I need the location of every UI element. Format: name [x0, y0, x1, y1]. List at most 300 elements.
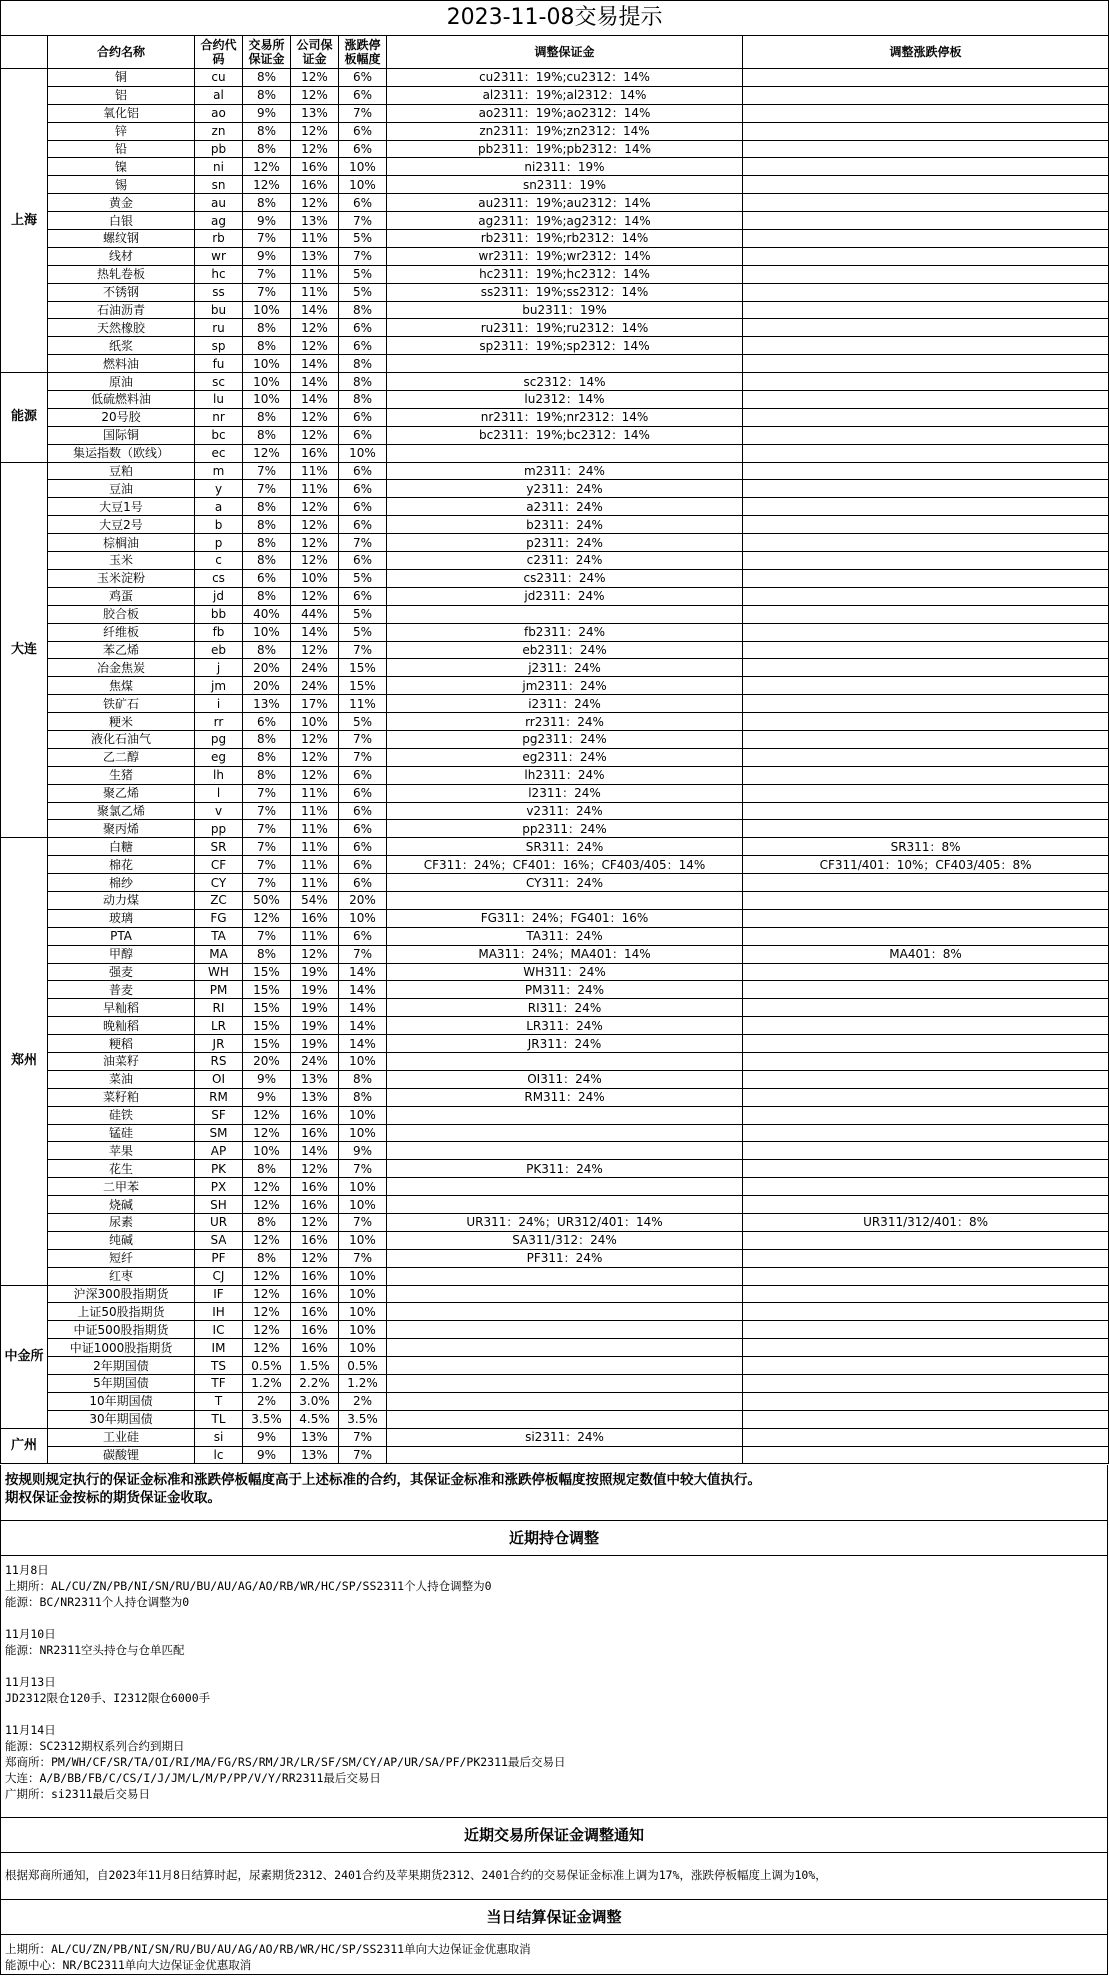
adjust-limit-cell	[743, 641, 1109, 659]
contract-code-cell: FG	[195, 909, 243, 927]
price-limit-cell: 14%	[339, 1035, 387, 1053]
exchange-margin-cell: 9%	[243, 212, 291, 230]
company-margin-cell: 16%	[291, 1285, 339, 1303]
contract-name-cell: 铁矿石	[48, 695, 195, 713]
contract-name-cell: 菜籽粕	[48, 1088, 195, 1106]
table-row	[1, 247, 1109, 265]
adjust-limit-cell	[743, 659, 1109, 677]
exchange-margin-cell: 1.2%	[243, 1375, 291, 1393]
contract-name-cell: 生猪	[48, 766, 195, 784]
adjust-limit-cell	[743, 552, 1109, 570]
company-margin-cell: 12%	[291, 426, 339, 444]
settle-line: 能源中心：NR/BC2311单向大边保证金优惠取消	[5, 1958, 252, 1972]
table-row	[1, 1267, 1109, 1285]
contract-name-cell: 30年期国债	[48, 1410, 195, 1428]
company-margin-cell: 11%	[291, 283, 339, 301]
adjust-margin-cell: sc2312：14%	[387, 373, 743, 391]
contract-code-cell: SR	[195, 838, 243, 856]
adjust-margin-cell	[387, 1142, 743, 1160]
price-limit-cell: 3.5%	[339, 1410, 387, 1428]
exchange-margin-cell: 10%	[243, 355, 291, 373]
price-limit-cell: 6%	[339, 552, 387, 570]
table-row	[1, 587, 1109, 605]
table-row	[1, 1106, 1109, 1124]
contract-name-cell: 普麦	[48, 981, 195, 999]
contract-name-cell: 20号胶	[48, 408, 195, 426]
table-row	[1, 623, 1109, 641]
adjust-margin-cell: PF311：24%	[387, 1249, 743, 1267]
contract-name-cell: 焦煤	[48, 677, 195, 695]
exchange-margin-cell: 9%	[243, 1446, 291, 1464]
adjust-limit-cell	[743, 730, 1109, 748]
contract-code-cell: cs	[195, 569, 243, 587]
exchange-margin-cell: 8%	[243, 408, 291, 426]
adjust-limit-cell	[743, 122, 1109, 140]
adjust-limit-cell	[743, 963, 1109, 981]
company-margin-cell: 11%	[291, 838, 339, 856]
contract-code-cell: WH	[195, 963, 243, 981]
exchange-margin-cell: 6%	[243, 713, 291, 731]
table-row	[1, 1196, 1109, 1214]
exchange-margin-cell: 15%	[243, 981, 291, 999]
price-limit-cell: 9%	[339, 1142, 387, 1160]
company-margin-cell: 16%	[291, 158, 339, 176]
table-row	[1, 86, 1109, 104]
adjust-margin-cell: eb2311：24%	[387, 641, 743, 659]
adjust-limit-cell	[743, 1410, 1109, 1428]
adjust-limit-cell	[743, 265, 1109, 283]
price-limit-cell: 10%	[339, 1267, 387, 1285]
price-limit-cell: 6%	[339, 856, 387, 874]
adjust-limit-cell	[743, 1160, 1109, 1178]
adjust-limit-cell	[743, 212, 1109, 230]
adjust-margin-cell: rb2311：19%;rb2312：14%	[387, 230, 743, 248]
adjust-margin-cell: TA311：24%	[387, 927, 743, 945]
contract-code-cell: au	[195, 194, 243, 212]
adjust-limit-cell	[743, 784, 1109, 802]
contract-code-cell: CF	[195, 856, 243, 874]
exchange-margin-cell: 8%	[243, 730, 291, 748]
contract-name-cell: 烧碱	[48, 1196, 195, 1214]
exchange-margin-cell: 7%	[243, 856, 291, 874]
adjust-margin-cell: lh2311：24%	[387, 766, 743, 784]
price-limit-cell: 8%	[339, 1088, 387, 1106]
contract-name-cell: 鸡蛋	[48, 587, 195, 605]
price-limit-cell: 6%	[339, 69, 387, 87]
contract-code-cell: c	[195, 552, 243, 570]
price-limit-cell: 10%	[339, 1106, 387, 1124]
company-margin-cell: 12%	[291, 337, 339, 355]
contract-name-cell: 红枣	[48, 1267, 195, 1285]
price-limit-cell: 10%	[339, 1285, 387, 1303]
contract-code-cell: cu	[195, 69, 243, 87]
company-margin-cell: 16%	[291, 1178, 339, 1196]
table-row	[1, 140, 1109, 158]
company-margin-cell: 13%	[291, 212, 339, 230]
price-limit-cell: 14%	[339, 981, 387, 999]
exchange-margin-cell: 12%	[243, 1303, 291, 1321]
adjust-margin-cell: l2311：24%	[387, 784, 743, 802]
exchange-margin-cell: 8%	[243, 1249, 291, 1267]
price-limit-cell: 8%	[339, 391, 387, 409]
adjust-limit-cell	[743, 480, 1109, 498]
adjust-margin-cell: rr2311：24%	[387, 713, 743, 731]
exchange-margin-cell: 8%	[243, 1160, 291, 1178]
exchange-margin-cell: 8%	[243, 337, 291, 355]
price-limit-cell: 6%	[339, 927, 387, 945]
company-margin-cell: 12%	[291, 534, 339, 552]
company-margin-cell: 10%	[291, 569, 339, 587]
table-row	[1, 373, 1109, 391]
price-limit-cell: 6%	[339, 480, 387, 498]
exchange-label: 广州	[1, 1428, 48, 1464]
price-limit-cell: 5%	[339, 569, 387, 587]
contract-name-cell: 10年期国债	[48, 1392, 195, 1410]
adjust-margin-cell	[387, 1178, 743, 1196]
exchange-margin-cell: 6%	[243, 569, 291, 587]
price-limit-cell: 8%	[339, 355, 387, 373]
company-margin-cell: 11%	[291, 874, 339, 892]
adjust-margin-cell	[387, 1106, 743, 1124]
table-row	[1, 695, 1109, 713]
exchange-label: 中金所	[1, 1285, 48, 1428]
exchange-margin-cell: 12%	[243, 909, 291, 927]
exchange-label: 上海	[1, 69, 48, 373]
contract-name-cell: 晚籼稻	[48, 1017, 195, 1035]
company-margin-cell: 16%	[291, 1231, 339, 1249]
table-row	[1, 319, 1109, 337]
contract-name-cell: 纯碱	[48, 1231, 195, 1249]
price-limit-cell: 7%	[339, 1249, 387, 1267]
rule-note	[0, 1465, 1108, 1521]
price-limit-cell: 7%	[339, 1160, 387, 1178]
exchange-margin-cell: 20%	[243, 659, 291, 677]
company-margin-cell: 16%	[291, 1339, 339, 1357]
adjust-margin-cell: pp2311：24%	[387, 820, 743, 838]
exchange-margin-cell: 9%	[243, 1428, 291, 1446]
table-row	[1, 1321, 1109, 1339]
contract-code-cell: IF	[195, 1285, 243, 1303]
contract-name-cell: 原油	[48, 373, 195, 391]
company-margin-cell: 12%	[291, 122, 339, 140]
table-row	[1, 1303, 1109, 1321]
table-row	[1, 909, 1109, 927]
adjust-margin-cell: j2311：24%	[387, 659, 743, 677]
price-limit-cell: 2%	[339, 1392, 387, 1410]
price-limit-cell: 6%	[339, 766, 387, 784]
contract-name-cell: 不锈钢	[48, 283, 195, 301]
adjust-margin-cell: cs2311：24%	[387, 569, 743, 587]
table-row	[1, 1428, 1109, 1446]
adjust-limit-cell	[743, 677, 1109, 695]
company-margin-cell: 12%	[291, 194, 339, 212]
adjust-margin-cell: ag2311：19%;ag2312：14%	[387, 212, 743, 230]
adjust-limit-cell	[743, 695, 1109, 713]
adjust-limit-cell	[743, 1052, 1109, 1070]
table-row	[1, 1231, 1109, 1249]
price-limit-cell: 6%	[339, 408, 387, 426]
contract-code-cell: OI	[195, 1070, 243, 1088]
price-limit-cell: 10%	[339, 1124, 387, 1142]
exchange-margin-cell: 8%	[243, 748, 291, 766]
adjust-limit-cell	[743, 86, 1109, 104]
contract-code-cell: lu	[195, 391, 243, 409]
table-row	[1, 981, 1109, 999]
contract-code-cell: fb	[195, 623, 243, 641]
contract-code-cell: ss	[195, 283, 243, 301]
contract-code-cell: j	[195, 659, 243, 677]
contract-code-cell: bb	[195, 605, 243, 623]
adjust-margin-cell: jm2311：24%	[387, 677, 743, 695]
adjust-limit-cell	[743, 444, 1109, 462]
contract-code-cell: pp	[195, 820, 243, 838]
company-margin-cell: 16%	[291, 176, 339, 194]
adjust-limit-cell	[743, 176, 1109, 194]
exchange-margin-cell: 12%	[243, 444, 291, 462]
adjust-limit-cell	[743, 158, 1109, 176]
contract-name-cell: 菜油	[48, 1070, 195, 1088]
table-row	[1, 337, 1109, 355]
adjust-margin-cell: UR311：24%；UR312/401：14%	[387, 1214, 743, 1232]
settle-title: 当日结算保证金调整	[1, 1900, 1107, 1935]
company-margin-cell: 12%	[291, 945, 339, 963]
table-row	[1, 1339, 1109, 1357]
adjust-margin-cell: zn2311：19%;zn2312：14%	[387, 122, 743, 140]
table-row	[1, 69, 1109, 87]
contract-name-cell: 天然橡胶	[48, 319, 195, 337]
company-margin-cell: 4.5%	[291, 1410, 339, 1428]
header-adjust-limit: 调整涨跌停板	[743, 36, 1109, 69]
price-limit-cell: 6%	[339, 820, 387, 838]
contract-code-cell: RS	[195, 1052, 243, 1070]
contract-code-cell: IH	[195, 1303, 243, 1321]
contract-code-cell: l	[195, 784, 243, 802]
price-limit-cell: 10%	[339, 909, 387, 927]
contract-name-cell: 工业硅	[48, 1428, 195, 1446]
company-margin-cell: 12%	[291, 552, 339, 570]
contract-name-cell: 棉纱	[48, 874, 195, 892]
company-margin-cell: 12%	[291, 587, 339, 605]
contract-code-cell: AP	[195, 1142, 243, 1160]
company-margin-cell: 16%	[291, 444, 339, 462]
company-margin-cell: 11%	[291, 856, 339, 874]
company-margin-cell: 12%	[291, 408, 339, 426]
company-margin-cell: 12%	[291, 86, 339, 104]
adjust-limit-cell	[743, 230, 1109, 248]
table-row	[1, 874, 1109, 892]
contract-code-cell: v	[195, 802, 243, 820]
rule-note-line: 期权保证金按标的期货保证金收取。	[5, 1490, 221, 1506]
exchange-margin-cell: 8%	[243, 766, 291, 784]
adjust-limit-cell	[743, 748, 1109, 766]
contract-name-cell: 铜	[48, 69, 195, 87]
adjust-margin-cell: bu2311：19%	[387, 301, 743, 319]
price-limit-cell: 7%	[339, 748, 387, 766]
contract-code-cell: hc	[195, 265, 243, 283]
adjust-margin-cell: m2311：24%	[387, 462, 743, 480]
adjust-limit-cell	[743, 391, 1109, 409]
table-row	[1, 1392, 1109, 1410]
table-row	[1, 945, 1109, 963]
contract-name-cell: 尿素	[48, 1214, 195, 1232]
contract-name-cell: 白糖	[48, 838, 195, 856]
adjust-limit-cell	[743, 1070, 1109, 1088]
adjust-limit-cell	[743, 408, 1109, 426]
company-margin-cell: 12%	[291, 69, 339, 87]
adjust-margin-cell	[387, 1196, 743, 1214]
position-section	[0, 1521, 1108, 1818]
adjust-margin-cell: p2311：24%	[387, 534, 743, 552]
exchange-margin-cell: 50%	[243, 891, 291, 909]
price-limit-cell: 15%	[339, 677, 387, 695]
contract-name-cell: 上证50股指期货	[48, 1303, 195, 1321]
table-row	[1, 480, 1109, 498]
exchange-margin-cell: 12%	[243, 1196, 291, 1214]
adjust-margin-cell	[387, 1339, 743, 1357]
adjust-margin-cell: y2311：24%	[387, 480, 743, 498]
company-margin-cell: 12%	[291, 498, 339, 516]
contract-name-cell: 锌	[48, 122, 195, 140]
adjust-margin-cell	[387, 1446, 743, 1464]
contract-code-cell: a	[195, 498, 243, 516]
company-margin-cell: 14%	[291, 355, 339, 373]
adjust-limit-cell	[743, 605, 1109, 623]
company-margin-cell: 12%	[291, 730, 339, 748]
contract-name-cell: 甲醇	[48, 945, 195, 963]
company-margin-cell: 14%	[291, 301, 339, 319]
contract-code-cell: CY	[195, 874, 243, 892]
exchange-margin-cell: 12%	[243, 176, 291, 194]
price-limit-cell: 8%	[339, 1070, 387, 1088]
price-limit-cell: 6%	[339, 426, 387, 444]
contract-name-cell: 燃料油	[48, 355, 195, 373]
margin-notice-title: 近期交易所保证金调整通知	[1, 1818, 1107, 1853]
table-row	[1, 1035, 1109, 1053]
adjust-limit-cell	[743, 1446, 1109, 1464]
adjust-limit-cell	[743, 569, 1109, 587]
position-date: 11月14日	[5, 1723, 56, 1737]
company-margin-cell: 1.5%	[291, 1357, 339, 1375]
contract-name-cell: 花生	[48, 1160, 195, 1178]
contract-code-cell: T	[195, 1392, 243, 1410]
contract-name-cell: 中证1000股指期货	[48, 1339, 195, 1357]
settle-section	[0, 1900, 1108, 1975]
position-line: JD2312限仓120手、I2312限仓6000手	[5, 1691, 211, 1705]
price-limit-cell: 14%	[339, 999, 387, 1017]
company-margin-cell: 19%	[291, 999, 339, 1017]
margin-notice-section	[0, 1818, 1108, 1900]
price-limit-cell: 6%	[339, 86, 387, 104]
company-margin-cell: 14%	[291, 373, 339, 391]
position-line: 上期所：AL/CU/ZN/PB/NI/SN/RU/BU/AU/AG/AO/RB/WR/HC/SP/SS2311个人持仓调整为0	[5, 1579, 492, 1593]
contract-name-cell: 锰硅	[48, 1124, 195, 1142]
header-adjust-margin: 调整保证金	[387, 36, 743, 69]
adjust-limit-cell	[743, 373, 1109, 391]
contract-name-cell: 冶金焦炭	[48, 659, 195, 677]
settle-line: 上期所：AL/CU/ZN/PB/NI/SN/RU/BU/AU/AG/AO/RB/WR/HC/SP/SS2311单向大边保证金优惠取消	[5, 1942, 531, 1956]
adjust-margin-cell: pg2311：24%	[387, 730, 743, 748]
table-row	[1, 122, 1109, 140]
contract-code-cell: lc	[195, 1446, 243, 1464]
contract-name-cell: 热轧卷板	[48, 265, 195, 283]
position-date: 11月8日	[5, 1563, 49, 1577]
exchange-margin-cell: 20%	[243, 1052, 291, 1070]
contract-name-cell: 动力煤	[48, 891, 195, 909]
exchange-margin-cell: 7%	[243, 927, 291, 945]
exchange-margin-cell: 8%	[243, 498, 291, 516]
adjust-margin-cell: b2311：24%	[387, 516, 743, 534]
price-limit-cell: 7%	[339, 641, 387, 659]
contract-code-cell: jd	[195, 587, 243, 605]
table-row	[1, 730, 1109, 748]
contract-name-cell: 碳酸锂	[48, 1446, 195, 1464]
exchange-margin-cell: 7%	[243, 480, 291, 498]
position-line: 广期所：si2311最后交易日	[5, 1787, 151, 1801]
exchange-margin-cell: 7%	[243, 230, 291, 248]
adjust-margin-cell: si2311：24%	[387, 1428, 743, 1446]
table-row	[1, 462, 1109, 480]
table-row	[1, 569, 1109, 587]
adjust-margin-cell	[387, 1410, 743, 1428]
adjust-limit-cell	[743, 1321, 1109, 1339]
table-row	[1, 444, 1109, 462]
company-margin-cell: 10%	[291, 713, 339, 731]
adjust-margin-cell: WH311：24%	[387, 963, 743, 981]
table-row	[1, 1160, 1109, 1178]
contract-name-cell: 短纤	[48, 1249, 195, 1267]
exchange-margin-cell: 7%	[243, 265, 291, 283]
adjust-margin-cell: sp2311：19%;sp2312：14%	[387, 337, 743, 355]
adjust-limit-cell	[743, 1088, 1109, 1106]
company-margin-cell: 13%	[291, 1088, 339, 1106]
contract-code-cell: b	[195, 516, 243, 534]
adjust-margin-cell: eg2311：24%	[387, 748, 743, 766]
adjust-limit-cell	[743, 247, 1109, 265]
price-limit-cell: 6%	[339, 319, 387, 337]
adjust-margin-cell: wr2311：19%;wr2312：14%	[387, 247, 743, 265]
table-row	[1, 1017, 1109, 1035]
contract-name-cell: 纤维板	[48, 623, 195, 641]
company-margin-cell: 17%	[291, 695, 339, 713]
price-limit-cell: 5%	[339, 265, 387, 283]
adjust-margin-cell: cu2311：19%;cu2312：14%	[387, 69, 743, 87]
adjust-limit-cell	[743, 355, 1109, 373]
adjust-margin-cell: RM311：24%	[387, 1088, 743, 1106]
contract-name-cell: 中证500股指期货	[48, 1321, 195, 1339]
contract-code-cell: p	[195, 534, 243, 552]
table-row	[1, 1249, 1109, 1267]
contract-code-cell: y	[195, 480, 243, 498]
company-margin-cell: 12%	[291, 766, 339, 784]
spacer	[5, 1658, 1103, 1674]
table-row	[1, 748, 1109, 766]
company-margin-cell: 12%	[291, 319, 339, 337]
price-limit-cell: 6%	[339, 498, 387, 516]
contract-name-cell: 苹果	[48, 1142, 195, 1160]
contract-name-cell: 二甲苯	[48, 1178, 195, 1196]
adjust-limit-cell	[743, 909, 1109, 927]
exchange-margin-cell: 12%	[243, 1339, 291, 1357]
contract-code-cell: LR	[195, 1017, 243, 1035]
contract-name-cell: 铝	[48, 86, 195, 104]
adjust-limit-cell	[743, 1249, 1109, 1267]
price-limit-cell: 5%	[339, 605, 387, 623]
company-margin-cell: 14%	[291, 623, 339, 641]
company-margin-cell: 16%	[291, 1321, 339, 1339]
exchange-margin-cell: 3.5%	[243, 1410, 291, 1428]
price-limit-cell: 0.5%	[339, 1357, 387, 1375]
exchange-margin-cell: 12%	[243, 158, 291, 176]
